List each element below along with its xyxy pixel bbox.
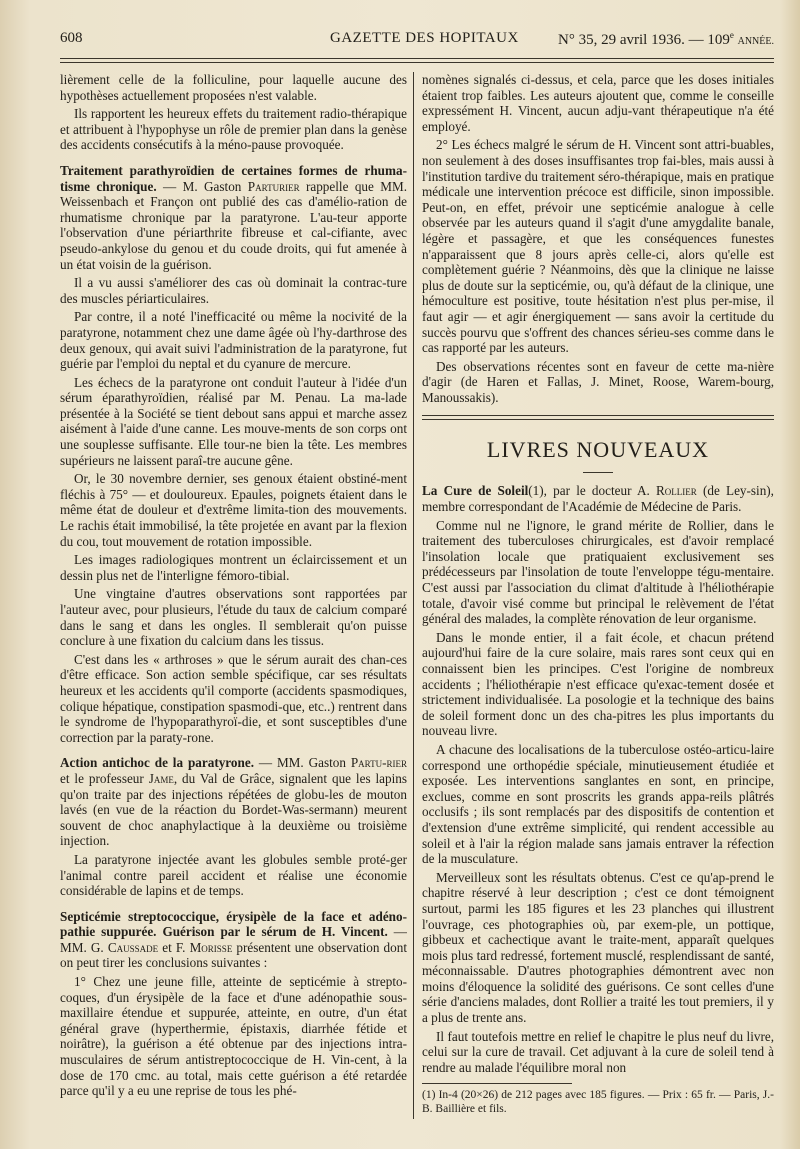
right-column	[422, 72, 774, 1119]
section-septicemie	[60, 909, 407, 971]
issue-info	[558, 30, 774, 49]
issue-annee: ANNÉE.	[737, 36, 774, 47]
section-paragraph	[60, 163, 407, 272]
section-antichoc	[60, 755, 407, 849]
section-lead: — MM. Gaston	[254, 755, 351, 771]
author-name: Parturier	[247, 178, 300, 194]
left-paragraph: Les images radiologiques montrent un éclaircissement et un dessin plus net de l'interligne fémoro-tibial.	[60, 552, 407, 583]
page-number: 608	[60, 30, 83, 46]
right-paragraph: nomènes signalés ci-dessus, et cela, parce que les doses initiales étaient trop faibles. Les auteurs ajoutent que, comme le conseille expressément H. Vincent, aucun adju-vant thérapeutique n'a été employé.	[422, 72, 774, 134]
section-lead: — MM. G.	[60, 924, 407, 955]
book-title: La Cure de Soleil	[422, 483, 529, 499]
left-paragraph: Il a vu aussi s'améliorer des cas où dominait la contrac-ture des muscles périarticulaires.	[60, 275, 407, 306]
header-rule-2	[60, 62, 774, 63]
author-name: Partu-rier	[350, 755, 407, 771]
issue-text: N° 35, 29 avril 1936. — 109	[558, 32, 730, 48]
section-title: Septicémie streptococcique, érysipèle de la face et adéno-pathie suppurée. Guérison par le sérum de H. Vincent.	[60, 908, 407, 940]
section-lead: et F.	[158, 939, 190, 955]
book-author: Rollier	[655, 483, 697, 499]
footnote-rule	[422, 1083, 572, 1084]
livres-nouveaux-heading: LIVRES NOUVEAUX	[486, 437, 710, 463]
right-paragraph: Dans le monde entier, il a fait école, et chacun prétend aujourd'hui faire de la cure solaire, mais rares sont ceux qui en connaissent bien les principes. C'est l'origine de nombreux accidents ; l'héliothérapie n'est efficace qu'exac-tement dosée et strictement individualisée. La posologie et la technique des bains de soleil forment donc un des cha-pitres les plus importants du nouveau livre.	[422, 629, 774, 739]
left-paragraph: Une vingtaine d'autres observations sont rapportées par l'auteur avec, pour plusieurs, l'étude du taux de calcium comparé dans le sang et dans les ongles. Il semblerait qu'on puisse conclure à une fixation du calcium dans les tissus.	[60, 586, 407, 649]
right-paragraph: Merveilleux sont les résultats obtenus. C'est ce qu'ap-prend le chapitre réservé à leur description ; c'est ce dont témoignent surtout, parmi les 185 figures et les 23 planches qui illustrent l'ouvrage, ces photographies où, par exem-ple, un pottique, gibbeux et cachectique avant le traite-ment, apparaît quelques mois plus tard redressé, fortement musclé, resplendissant de santé, méconnaissable. D'autres photographies démontrent avec non moins d'éloquence la solidité des guérisons. Ce sont celles d'une série d'anciens malades, dont Rollier a traité les tout premiers, il y a plus de trente ans.	[422, 869, 774, 1026]
footnote-ref: (1)	[528, 483, 544, 499]
section-text: rappelle que MM. Weissenbach et Françon ont publié des cas d'amélio-ration de rhumatisme chronique par la paratyrone. L'au-teur apporte l'observation d'une périarthrite fibreuse et cal-cifiante, avec pseudo-ankylose du genou et du coude droits, qui fut amenée à un état voisin de la guérison.	[60, 178, 407, 272]
book-entry	[422, 483, 774, 514]
heading-rule	[583, 472, 613, 473]
book-details: (de Ley-sin), membre correspondant de l'Académie de Médecine de Paris.	[422, 483, 774, 515]
section-separator	[422, 415, 774, 420]
section-paragraph	[60, 909, 407, 971]
header-rule-1	[60, 58, 774, 59]
section-title: Traitement parathyroïdien de certaines formes de rhuma-tisme chronique.	[60, 162, 407, 194]
left-paragraph: Les échecs de la paratyrone ont conduit l'auteur à l'idée d'un sérum éparathyroïdien, réalisé par M. Penau. La ma-lade présentée à la Société se tient debout sans appui et marche assez aisément à l'aide d'une canne. Les mouve-ments de son corps ont une souplesse suffisante. Elle tour-ne bien la tête. Les membres supérieurs ne laissent paraî-tre aucune gêne.	[60, 374, 407, 468]
section-paragraph	[60, 755, 407, 849]
left-paragraph: lièrement celle de la folliculine, pour laquelle aucune des hypothèses actuellement proposées n'est valable.	[60, 72, 407, 103]
left-paragraph: 1° Chez une jeune fille, atteinte de septicémie à strepto-coques, d'un érysipèle de la face et d'une adénopathie sous-maxillaire étendue et suppurée, atteinte, en outre, d'un état général grave (hyperthermie, épistaxis, diarrhée fétide et noirâtre), la guérison a été obtenue par des injections intra-musculaires de sérum antistreptococcique de H. Vin-cent, à la dose de 170 cmc. au total, mais cette guérison a été retardée parce qu'il y a eu une reprise de tous les phé-	[60, 974, 407, 1099]
author-name: Jame	[148, 770, 174, 786]
section-title: Action antichoc de la paratyrone.	[60, 755, 254, 771]
section-text: présentent une observation dont on peut tirer les conclusions suivantes :	[60, 939, 407, 971]
left-paragraph: La paratyrone injectée avant les globules semble proté-ger l'animal contre pareil accident et réalise une économie considérable de lapins et de temps.	[60, 851, 407, 899]
journal-title: GAZETTE DES HOPITAUX	[330, 30, 519, 46]
left-paragraph: Ils rapportent les heureux effets du traitement radio-thérapique et attribuent à l'hypophyse un rôle de premier plan dans la genèse des accidents consécutifs à la méno-pause provoquée.	[60, 106, 407, 153]
right-paragraph: Il faut toutefois mettre en relief le chapitre le plus neuf du livre, celui sur la cure de travail. Cet adjuvant à la cure de soleil tend à rendre au malade l'équilibre moral non	[422, 1028, 774, 1075]
section-paratyroidien	[60, 163, 407, 272]
right-paragraph: Comme nul ne l'ignore, le grand mérite de Rollier, dans le traitement des tuberculoses chirurgicales, est d'avoir remplacé l'insolation locale que pratiquaient exclusivement ses prédécesseurs par l'insolation de toute l'enveloppe tégu-mentaire. C'est aussi par l'association du climat d'altitude à l'héliothérapie totale, d'avoir visé comme but principal le relèvement de l'état général des malades, la complète rénovation de leur organisme.	[422, 517, 774, 627]
section-lead: — M. Gaston	[156, 178, 248, 194]
left-paragraph: Par contre, il a noté l'inefficacité ou même la nocivité de la paratyrone, notamment chez une dame âgée où l'hy-darthrose des deux genoux, qui avait suivi l'administration de la paratyrone, fut guérie par l'emploi du neptal et du cyanure de mercure.	[60, 309, 407, 372]
left-paragraph: C'est dans les « arthroses » que le sérum aurait des chan-ces d'être efficace. Son action semble spécifique, car ses résultats heureux et les accidents qu'il comporte (accidents spasmodiques, colique hépatique, constipation spasmodi-que, etc..) rentrent dans le syndrome de l'hypoparathyroï-die, et sont susceptibles d'une correction par la paraty-rone.	[60, 651, 407, 745]
left-column	[60, 72, 407, 1119]
book-by: , par le docteur A.	[543, 483, 656, 499]
right-paragraph: 2° Les échecs malgré le sérum de H. Vincent sont attri-buables, non seulement à des doses insuffisantes trop fai-bles, mais aussi à l'institution tardive du traitement séro-thérapique, mais en pratique médicale une intervention précoce est difficile, sinon impossible. Peut-on, en effet, prévoir une septicémie analogue à celle observée par les auteurs quand il s'agit d'une amygdalite banale, légère et passagère, et que les conséquences funestes n'apparaissent que 8 jours après celle-ci, alors qu'elle est complètement guérie ? Néanmoins, dès que la clinique ne laisse plus de doute sur la septicémie, ou, qu'à défaut de la clinique, une hémoculture est positive, toute hésitation n'est plus per-mise, il faut agir — et agir énergiquement — sans avoir la certitude du succès pourvu que s'offrent des chances sérieu-ses comme dans le cas rapporté par les auteurs.	[422, 137, 774, 356]
column-divider	[413, 72, 414, 1119]
section-text: , du Val de Grâce, signalent que les lapins qu'on traite par des injections répétées de globu-les de mouton lavés (en vue de la réaction du Bordet-Was-sermann) meurent souvent de choc anaphylactique à la deuxième ou troisième injection.	[60, 770, 407, 849]
author-name: Caussade	[107, 939, 159, 955]
author-name: Morisse	[189, 939, 233, 955]
right-paragraph: Des observations récentes sont en faveur de cette ma-nière d'agir (de Haren et Fallas, J. Minet, Roose, Warem-bourg, Manoussakis).	[422, 358, 774, 405]
issue-suffix: e	[729, 30, 734, 40]
left-paragraph: Or, le 30 novembre dernier, ses genoux étaient obstiné-ment fléchis à 75° — et douloureux. Epaules, poignets étaient dans le même état de douleur et d'extrême limita-tion des mouvements. Le rachis était immobilisé, la tête projetée en avant par la flexion du cou, tout mouvement de rotation impossible.	[60, 471, 407, 549]
right-paragraph: A chacune des localisations de la tuberculose ostéo-articu-laire correspond une orthopédie spéciale, minutieusement étudiée et exposée. Les interventions sanglantes en sont, en principe, exclues, comme en sont proscrits les grands appa-reils plâtrés occlusifs ; ils sont remplacés par des dispositifs de contention et d'extension d'une extrême simplicité, qui rendent accessible au soleil et à l'air la région malade sans jamais entraver la réfection de la musculature.	[422, 741, 774, 867]
section-lead: et le professeur	[60, 770, 149, 786]
page-header	[60, 30, 774, 54]
footnote: (1) In-4 (20×26) de 212 pages avec 185 figures. — Prix : 65 fr. — Paris, J.-B. Baillière et fils.	[422, 1089, 774, 1116]
